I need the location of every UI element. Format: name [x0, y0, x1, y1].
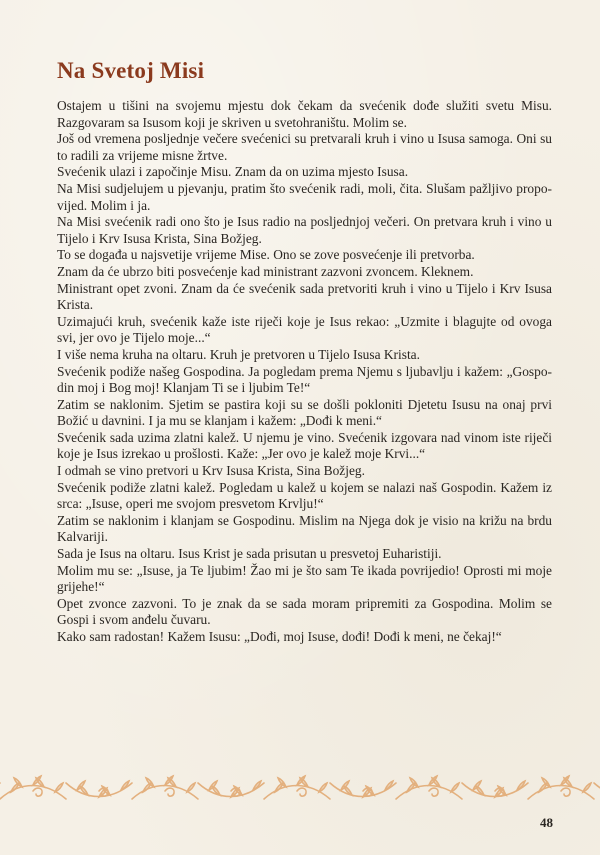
paragraph: Molim mu se: „Isuse, ja Te ljubim! Žao mi je što sam Te ikada povrijedio! Oprosti mi moje grijehe!“	[57, 562, 552, 595]
paragraph: Još od vremena posljednje večere svećenici su pretvarali kruh i vino u Isusa samoga. Oni su to radili za vrijeme misne žrtve.	[57, 131, 552, 163]
leaf-vine-ornament-icon	[0, 770, 600, 812]
paragraph: Na Misi sudjelujem u pjevanju, pratim što svećenik radi, moli, čita. Slušam pažljivo propovijed. Molim i ja.	[57, 180, 552, 213]
paragraph: Znam da će ubrzo biti posvećenje kad ministrant zazvoni zvoncem. Kleknem.	[57, 263, 474, 279]
paragraph: Svećenik podiže našeg Gospodina. Ja pogledam prema Njemu s ljubavlju i kažem: „Gospodin moj i Bog moj! Klanjam Ti se i ljubim Te!“	[57, 363, 552, 396]
paragraph: Ostajem u tišini na svojemu mjestu dok čekam da svećenik dođe služiti svetu Misu. Razgovaram sa Isusom koji je skriven u svetohraništu. Molim se.	[57, 98, 552, 130]
paragraph: Ministrant opet zvoni. Znam da će svećenik sada pretvoriti kruh i vino u Tijelo i Krv Isusa Krista.	[57, 280, 552, 313]
body-text	[57, 98, 552, 646]
paragraph: Na Misi svećenik radi ono što je Isus radio na posljednjoj večeri. On pretvara kruh i vino u Tijelo i Krv Isusa Krista, Sina Božjeg.	[57, 214, 552, 246]
paragraph: Svećenik sada uzima zlatni kalež. U njemu je vino. Svećenik izgovara nad vinom iste riječi koje je Isus izrekao u prošlosti. Kaže: „Jer ovo je kalež moje Krvi...“	[57, 429, 552, 462]
paragraph: Uzimajući kruh, svećenik kaže iste riječi koje je Isus rekao: „Uzmite i blagujte od ovoga svi, jer ovo je Tijelo moje...“	[57, 313, 552, 346]
paragraph: Opet zvonce zazvoni. To je znak da se sada moram pripremiti za Gospodina. Molim se Gospi i svom anđelu čuvaru.	[57, 595, 552, 628]
paragraph: Zatim se naklonim i klanjam se Gospodinu. Mislim na Njega dok je visio na križu na brdu Kalvariji.	[57, 512, 552, 545]
paragraph: To se događa u najsvetije vrijeme Mise. Ono se zove posvećenje ili pretvorba.	[57, 247, 475, 263]
paragraph: Svećenik ulazi i započinje Misu. Znam da on uzima mjesto Isusa.	[57, 164, 409, 180]
paragraph: Kako sam radostan! Kažem Isusu: „Dođi, moj Isuse, dođi! Dođi k meni, ne čekaj!“	[57, 629, 502, 644]
page-title: Na Svetoj Misi	[57, 58, 205, 83]
page-number: 48	[540, 815, 553, 830]
paragraph: I više nema kruha na oltaru. Kruh je pretvoren u Tijelo Isusa Krista.	[57, 346, 420, 362]
paragraph: I odmah se vino pretvori u Krv Isusa Krista, Sina Božjeg.	[57, 463, 365, 479]
paragraph: Sada je Isus na oltaru. Isus Krist je sada prisutan u presvetoj Euharistiji.	[57, 546, 442, 562]
paragraph: Zatim se naklonim. Sjetim se pastira koji su se došli pokloniti Djetetu Isusu na onaj prvi Božić u davnini. I ja mu se klanjam i kažem: „Dođi k meni.“	[57, 396, 552, 429]
paragraph: Svećenik podiže zlatni kalež. Pogledam u kalež u kojem se nalazi naš Gospodin. Kažem iz srca: „Isuse, operi me svojom presvetom Krvlju!“	[57, 479, 552, 512]
